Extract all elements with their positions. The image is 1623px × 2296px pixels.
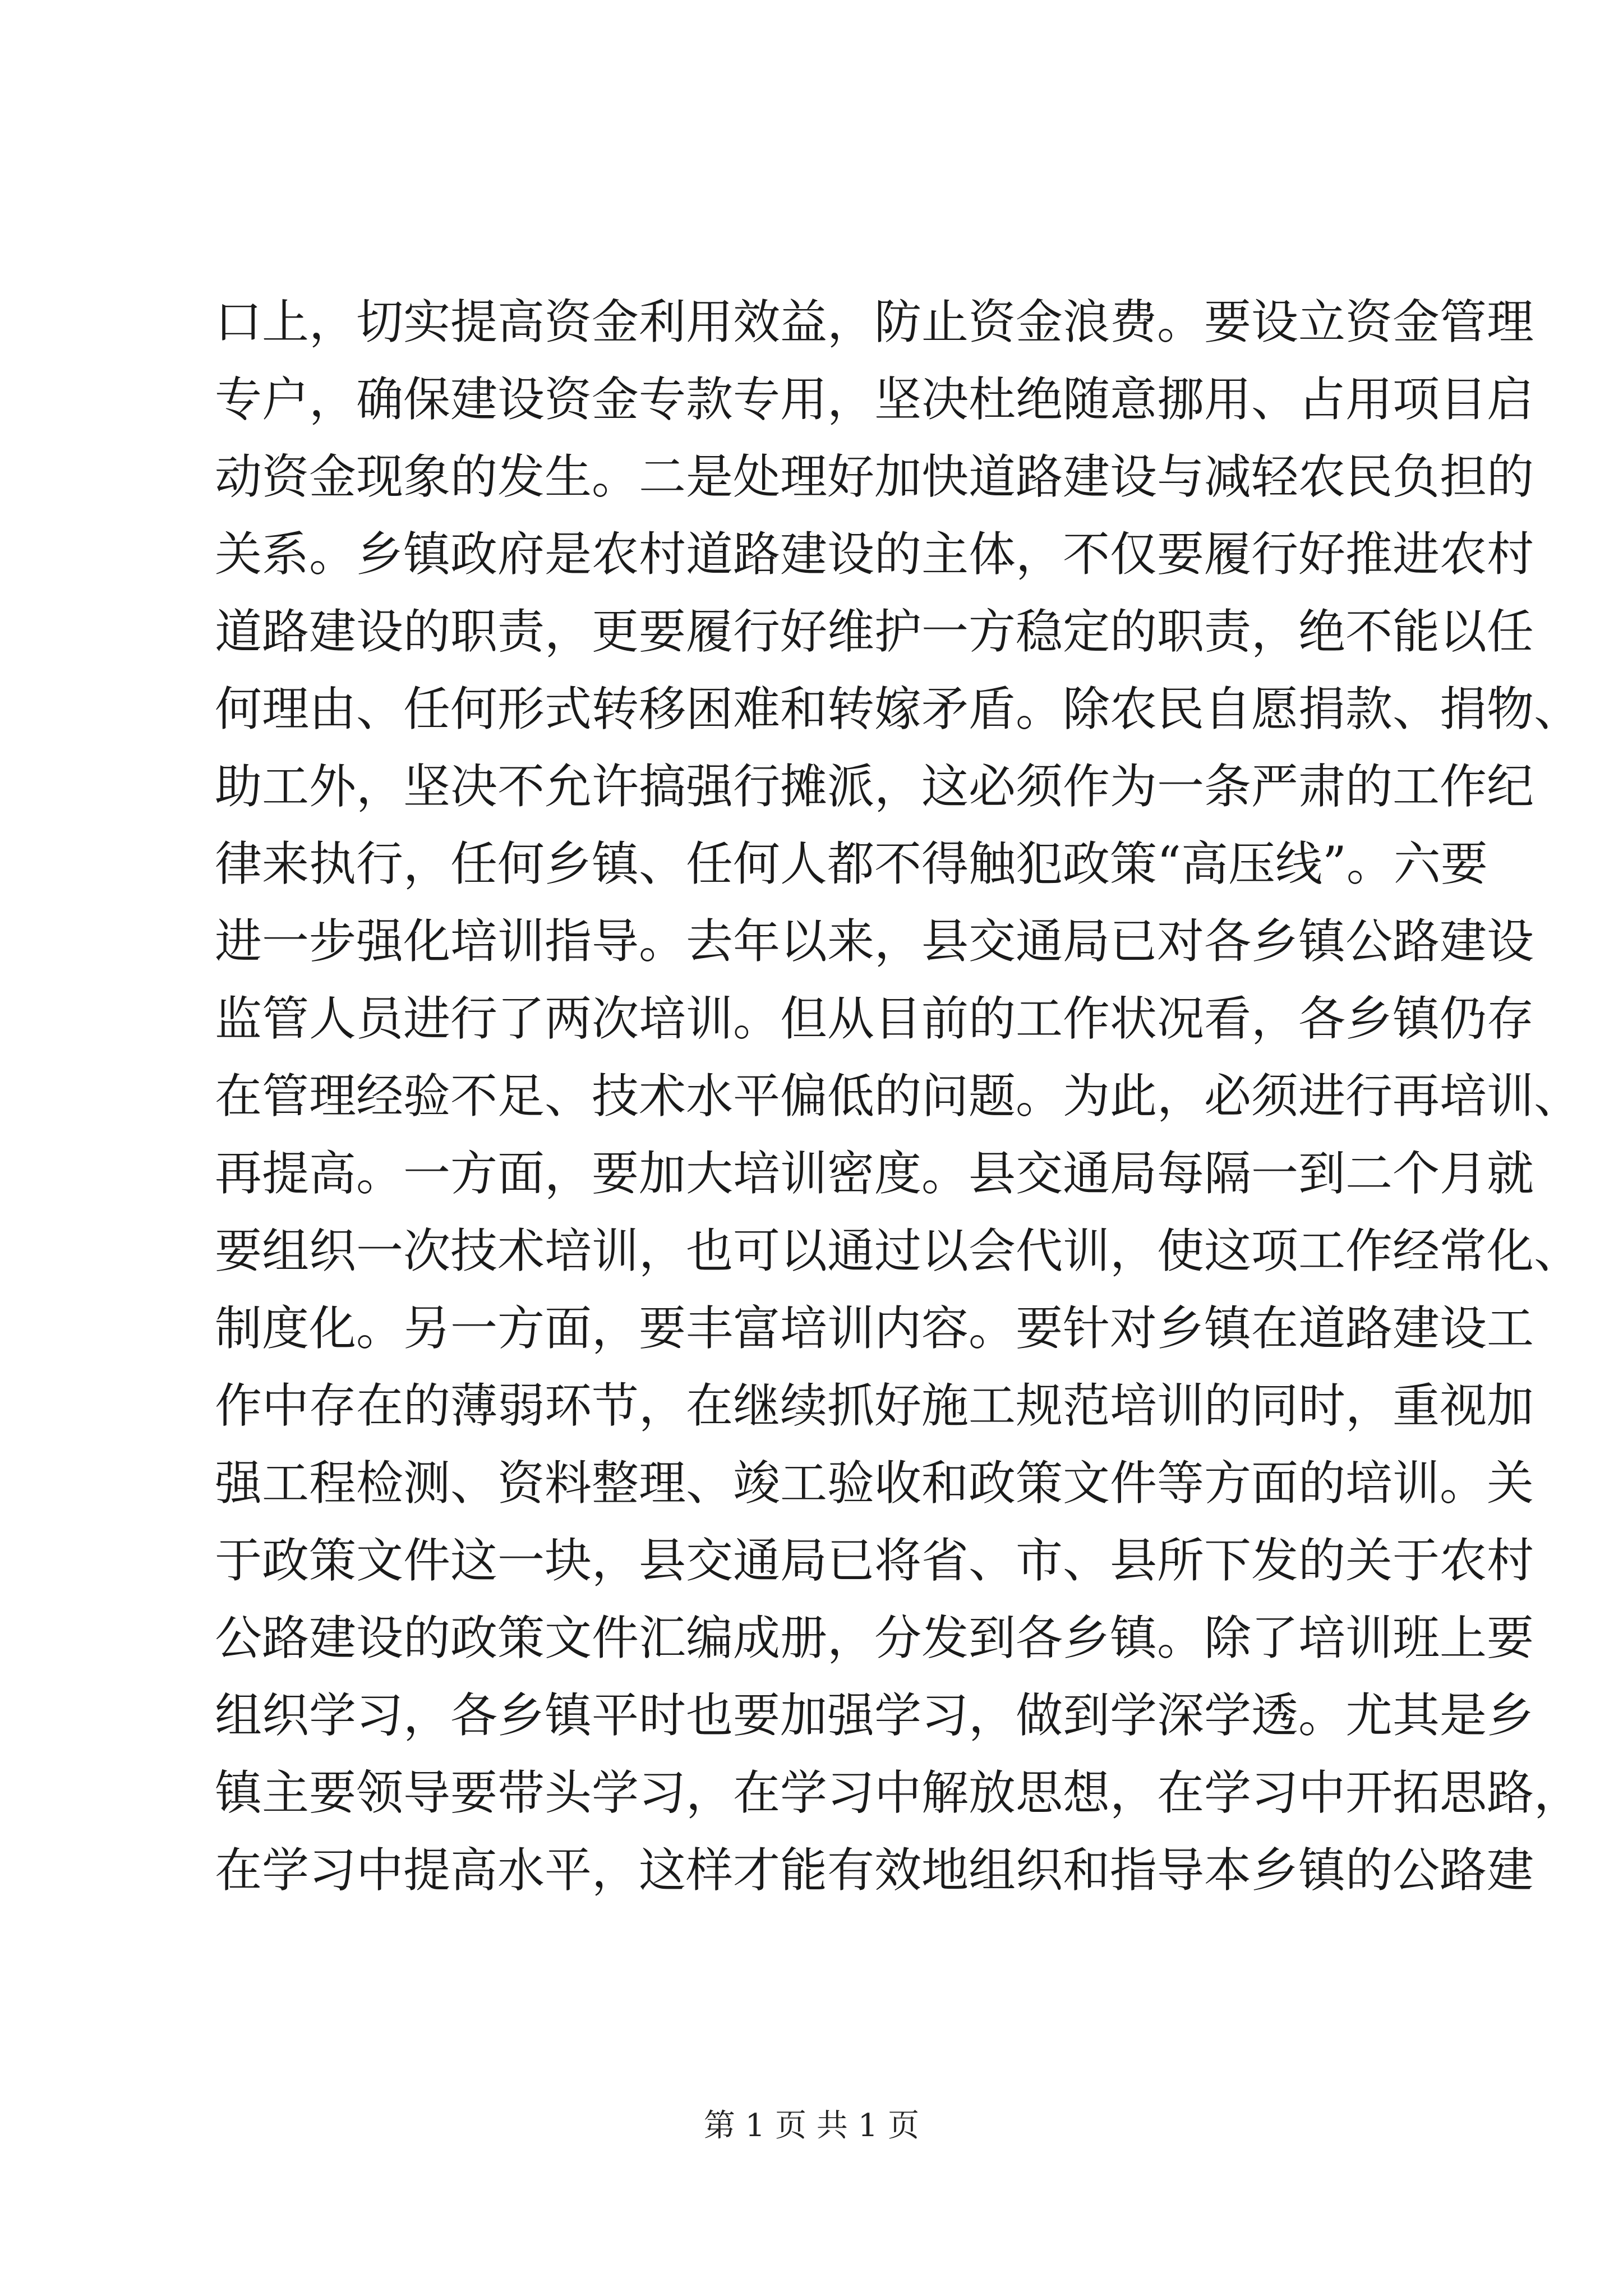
text-line-21: 在学习中提高水平，这样才能有效地组织和指导本乡镇的公路建 [215,1843,1534,1898]
text-line-1: 口上，切实提高资金利用效益，防止资金浪费。要设立资金管理 [215,295,1534,349]
body-text [215,283,1581,1909]
text-line-15: 作中存在的薄弱环节，在继续抓好施工规范培训的同时，重视加 [215,1378,1534,1433]
text-line-16: 强工程检测、资料整理、竣工验收和政策文件等方面的培训。关 [215,1456,1534,1511]
text-line-17: 于政策文件这一块，县交通局已将省、市、县所下发的关于农村 [215,1533,1534,1588]
text-line-13: 要组织一次技术培训，也可以通过以会代训，使这项工作经常化、 [215,1223,1581,1278]
text-line-7: 助工外，坚决不允许搞强行摊派，这必须作为一条严肃的工作纪 [215,759,1534,814]
page-number-label: 第 1 页 共 1 页 [703,2108,920,2144]
text-line-2: 专户，确保建设资金专款专用，坚决杜绝随意挪用、占用项目启 [215,372,1534,427]
text-line-8: 律来执行，任何乡镇、任何人都不得触犯政策“高压线”。六要 [215,836,1488,891]
text-line-3: 动资金现象的发生。二是处理好加快道路建设与减轻农民负担的 [215,449,1534,504]
text-line-4: 关系。乡镇政府是农村道路建设的主体，不仅要履行好推进农村 [215,527,1534,582]
text-line-20: 镇主要领导要带头学习，在学习中解放思想，在学习中开拓思路， [215,1765,1581,1820]
text-line-11: 在管理经验不足、技术水平偏低的问题。为此，必须进行再培训、 [215,1069,1581,1124]
text-line-14: 制度化。另一方面，要丰富培训内容。要针对乡镇在道路建设工 [215,1301,1534,1356]
text-line-18: 公路建设的政策文件汇编成册，分发到各乡镇。除了培训班上要 [215,1611,1534,1665]
text-line-9: 进一步强化培训指导。去年以来，县交通局已对各乡镇公路建设 [215,914,1534,969]
text-line-12: 再提高。一方面，要加大培训密度。县交通局每隔一到二个月就 [215,1146,1534,1201]
text-line-5: 道路建设的职责，更要履行好维护一方稳定的职责，绝不能以任 [215,604,1534,659]
text-line-10: 监管人员进行了两次培训。但从目前的工作状况看，各乡镇仍存 [215,991,1534,1046]
page-footer [0,2104,1623,2148]
text-line-6: 何理由、任何形式转移困难和转嫁矛盾。除农民自愿捐款、捐物、 [215,682,1581,737]
text-line-19: 组织学习，各乡镇平时也要加强学习，做到学深学透。尤其是乡 [215,1688,1534,1743]
